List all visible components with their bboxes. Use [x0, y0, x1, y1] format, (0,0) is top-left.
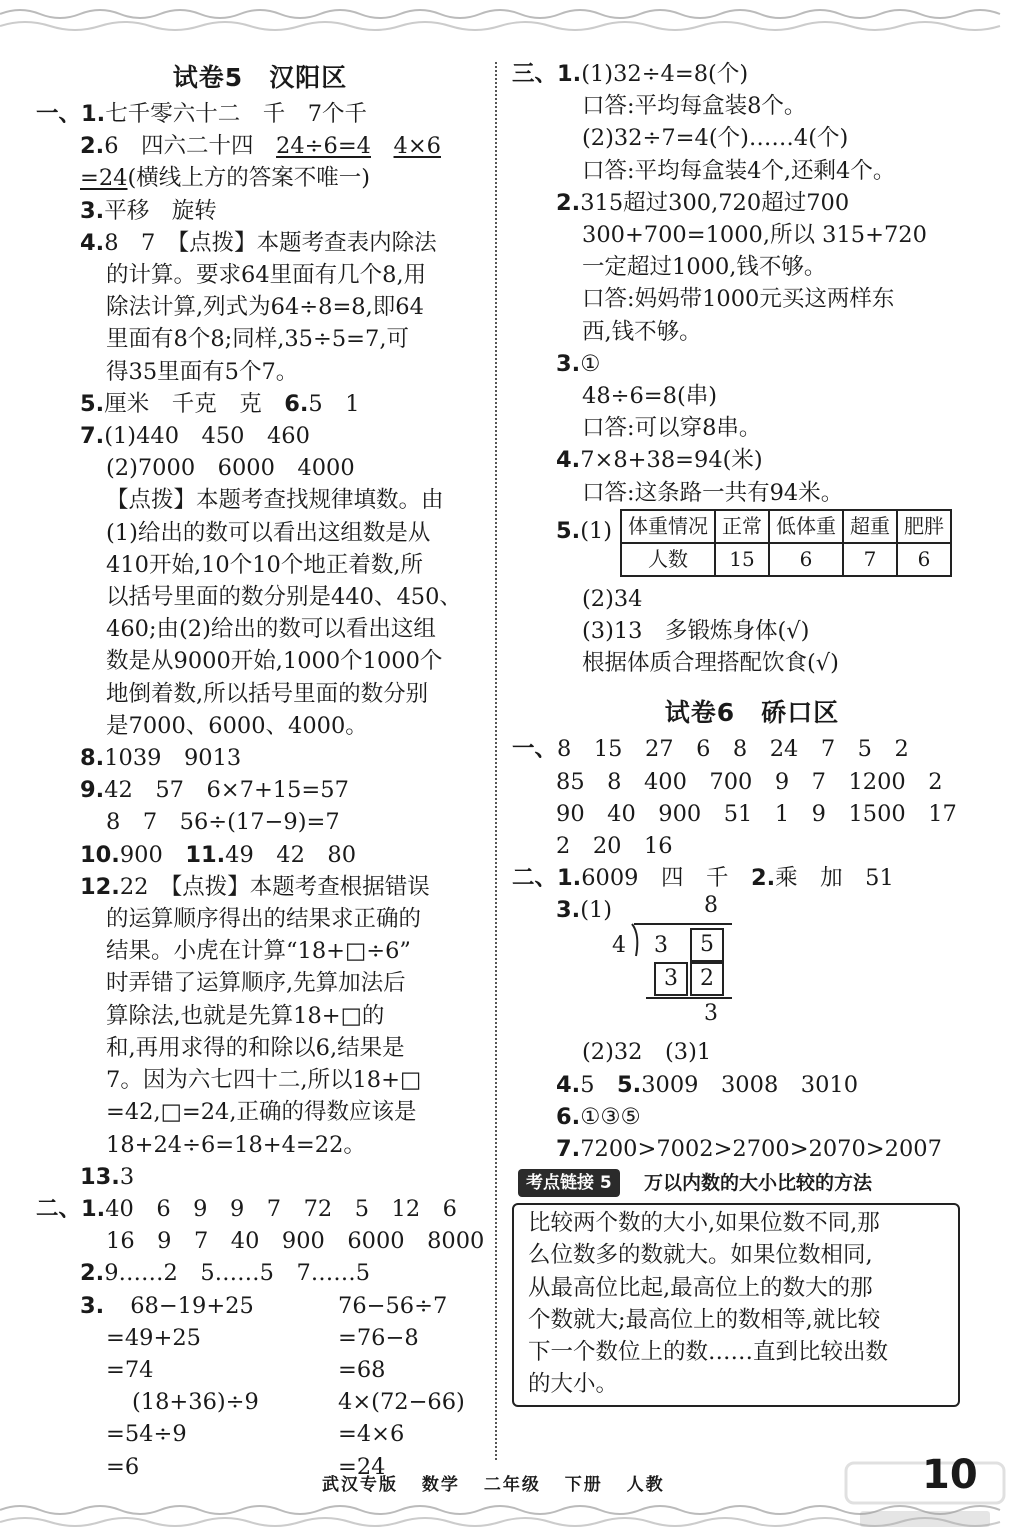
- answer-6-1: 一、8 15 27 6 8 24 7 5 2: [512, 736, 909, 763]
- table-cell: 15: [715, 543, 769, 576]
- answer-1-13: 13.3: [80, 1163, 135, 1190]
- answer-3-2: 2.315超过300,720超过700: [556, 189, 850, 216]
- column-divider: [495, 62, 497, 1460]
- text-line: (2)7000 6000 4000: [106, 455, 355, 482]
- text-line: 口答:平均每盒装8个。: [582, 93, 807, 120]
- left-column: [36, 58, 484, 1483]
- text-line: 85 8 400 700 9 7 1200 2: [556, 768, 943, 795]
- page-number: 10: [922, 1452, 978, 1498]
- answer-3-4: 4.7×8+38=94(米): [556, 447, 763, 474]
- text-line: 300+700=1000,所以 315+720: [582, 222, 927, 249]
- answer-1-9: 9.42 57 6×7+15=57: [80, 777, 349, 804]
- text-line: =42,□=24,正确的得数应该是: [106, 1099, 417, 1126]
- answer-1-7: 7.(1)440 450 460: [80, 423, 310, 450]
- table-row: [621, 543, 951, 576]
- answer-2-3: 3. 68−19+25 76−56÷7: [80, 1292, 448, 1319]
- tip-line: 比较两个数的大小,如果位数不同,那: [528, 1210, 880, 1237]
- tip-header: [512, 1167, 992, 1203]
- text-line: 18+24÷6=18+4=22。: [106, 1131, 366, 1158]
- text-line: 根据体质合理搭配饮食(√): [582, 650, 839, 677]
- answer-box: 3: [654, 962, 688, 996]
- calc-step: =54÷9 =4×6: [106, 1421, 405, 1448]
- answer-1-10-11: 10.900 11.49 42 80: [80, 841, 357, 868]
- answer-6-2-4-5: 4.5 5.3009 3008 3010: [556, 1071, 859, 1098]
- text-line: (2)34: [582, 585, 643, 612]
- answer-3-5: 5.(1) 体重情况 正常 低体重 超重 肥胖 人数 15 6 7 6: [512, 509, 992, 583]
- calc-step: =74 =68: [106, 1356, 386, 1383]
- text-line: 410开始,10个10个地正着数,所: [106, 551, 424, 578]
- tip-badge: 考点链接 5: [518, 1169, 620, 1197]
- table-cell: 正常: [715, 510, 769, 543]
- answer-1-2-cont: =24(横线上方的答案不唯一): [80, 165, 371, 192]
- answer-1-1: 一、1.七千零六十二 千 7个千: [36, 101, 368, 127]
- table-cell: 人数: [621, 543, 715, 576]
- tip-line: 的大小。: [528, 1371, 619, 1398]
- table-cell: 体重情况: [621, 510, 715, 543]
- table-cell: 超重: [843, 510, 897, 543]
- text-line: (3)13 多锻炼身体(√): [582, 618, 810, 645]
- text-line: 结果。小虎在计算“18+□÷6”: [106, 938, 411, 965]
- tip-title: 万以内数的大小比较的方法: [644, 1172, 873, 1195]
- text-line: 8 7 56÷(17−9)=7: [106, 809, 340, 836]
- tip-line: 个数就大;最高位上的数相等,就比较: [528, 1306, 881, 1333]
- text-line: (2)32÷7=4(个)……4(个): [582, 125, 849, 152]
- answer-1-2: 2.6 四六二十四 24÷6=4 4×6: [80, 133, 441, 160]
- text-line: 里面有8个8;同样,35÷5=7,可: [106, 326, 409, 353]
- page-footer: 武汉专版 数学 二年级 下册 人教: [322, 1475, 665, 1495]
- answer-3-3: 3.①: [556, 350, 601, 377]
- tip-line: 下一个数位上的数……直到比较出数: [528, 1339, 889, 1366]
- text-line: 48÷6=8(串): [582, 383, 718, 410]
- top-decorative-border: [0, 0, 1015, 40]
- answer-6-2-1: 二、1.6009 四 千 2.乘 加 51: [512, 865, 894, 892]
- text-line: 的计算。要求64里面有几个8,用: [106, 262, 427, 289]
- answer-6-2-6: 6.①③⑤: [556, 1103, 641, 1130]
- answer-1-4: 4.8 7 【点拨】本题考查表内除法: [80, 229, 437, 256]
- weight-stats-table: [620, 509, 952, 577]
- table-header-row: [621, 510, 951, 543]
- text-line: 口答:这条路一共有94米。: [582, 479, 844, 506]
- text-line: 除法计算,列式为64÷8=8,即64: [106, 294, 424, 321]
- answer-2-1: 二、1.40 6 9 9 7 72 5 12 6: [36, 1195, 457, 1222]
- calc-step: (18+36)÷9 4×(72−66): [132, 1389, 465, 1416]
- text-line: 7。因为六七四十二,所以18+□: [106, 1067, 422, 1094]
- text-line: 数是从9000开始,1000个1000个: [106, 648, 443, 675]
- text-line: 算除法,也就是先算18+□的: [106, 1002, 385, 1029]
- text-line: 以括号里面的数分别是440、450、: [106, 584, 462, 611]
- dividend-digit: 3: [654, 933, 668, 959]
- tip-line: 么位数多的数就大。如果位数相同,: [528, 1242, 873, 1269]
- answer-6-2-7: 7.7200>7002>2700>2070>2007: [556, 1136, 942, 1163]
- divisor-digit: 4: [612, 933, 626, 959]
- text-line: 90 40 900 51 1 9 1500 17: [556, 800, 957, 827]
- text-line: (1)给出的数可以看出这组数是从: [106, 519, 431, 546]
- text-line: 地倒着数,所以括号里面的数分别: [106, 680, 429, 707]
- right-column: [512, 58, 992, 1407]
- table-cell: 6: [769, 543, 843, 576]
- text-line: 460;由(2)给出的数可以看出这组: [106, 616, 436, 643]
- text-line: 西,钱不够。: [582, 318, 702, 345]
- tip-box: [512, 1203, 960, 1406]
- answer-2-2: 2.9……2 5……5 7……5: [80, 1260, 371, 1287]
- text-line: 口答:妈妈带1000元买这两样东: [582, 286, 895, 313]
- answer-1-8: 8.1039 9013: [80, 745, 242, 772]
- text-line: 口答:平均每盒装4个,还剩4个。: [582, 157, 896, 184]
- answer-3-1: 三、1.(1)32÷4=8(个): [512, 61, 749, 87]
- text-line: 得35里面有5个7。: [106, 358, 299, 385]
- table-cell: 7: [843, 543, 897, 576]
- answer-box: 2: [690, 962, 724, 996]
- text-line: 16 9 7 40 900 6000 8000: [106, 1228, 485, 1255]
- table-cell: 肥胖: [897, 510, 951, 543]
- answer-1-3: 3.平移 旋转: [80, 197, 217, 224]
- answer-box: 5: [690, 928, 724, 962]
- table-cell: 6: [897, 543, 951, 576]
- remainder-digit: 3: [704, 1001, 718, 1027]
- text-line: (2)32 (3)1: [582, 1039, 712, 1066]
- text-line: 【点拨】本题考查找规律填数。由: [106, 487, 444, 514]
- section-title-test5: 试卷5 汉阳区: [172, 63, 348, 92]
- text-line: 的运算顺序得出的结果求正确的: [106, 906, 422, 933]
- text-line: 和,再用求得的和除以6,结果是: [106, 1034, 405, 1061]
- quotient-digit: 8: [704, 893, 718, 919]
- text-line: 是7000、6000、4000。: [106, 712, 368, 739]
- table-cell: 低体重: [769, 510, 843, 543]
- tip-line: 从最高位比起,最高位上的数大的那: [528, 1274, 873, 1301]
- answer-1-5-6: 5.厘米 千克 克 6.5 1: [80, 390, 360, 417]
- text-line: 口答:可以穿8串。: [582, 415, 762, 442]
- section-title-test6: 试卷6 硚口区: [664, 698, 840, 728]
- calc-step: =49+25 =76−8: [106, 1324, 419, 1351]
- calc-step: =6 =24: [106, 1453, 386, 1480]
- text-line: 2 20 16: [556, 833, 673, 860]
- answer-6-2-3: 3.(1) 8 4 3 5 3 2 3: [512, 894, 992, 1036]
- text-line: 一定超过1000,钱不够。: [582, 254, 827, 281]
- text-line: 时弄错了运算顺序,先算加法后: [106, 970, 406, 997]
- answer-1-12: 12.22 【点拨】本题考查根据错误: [80, 873, 430, 900]
